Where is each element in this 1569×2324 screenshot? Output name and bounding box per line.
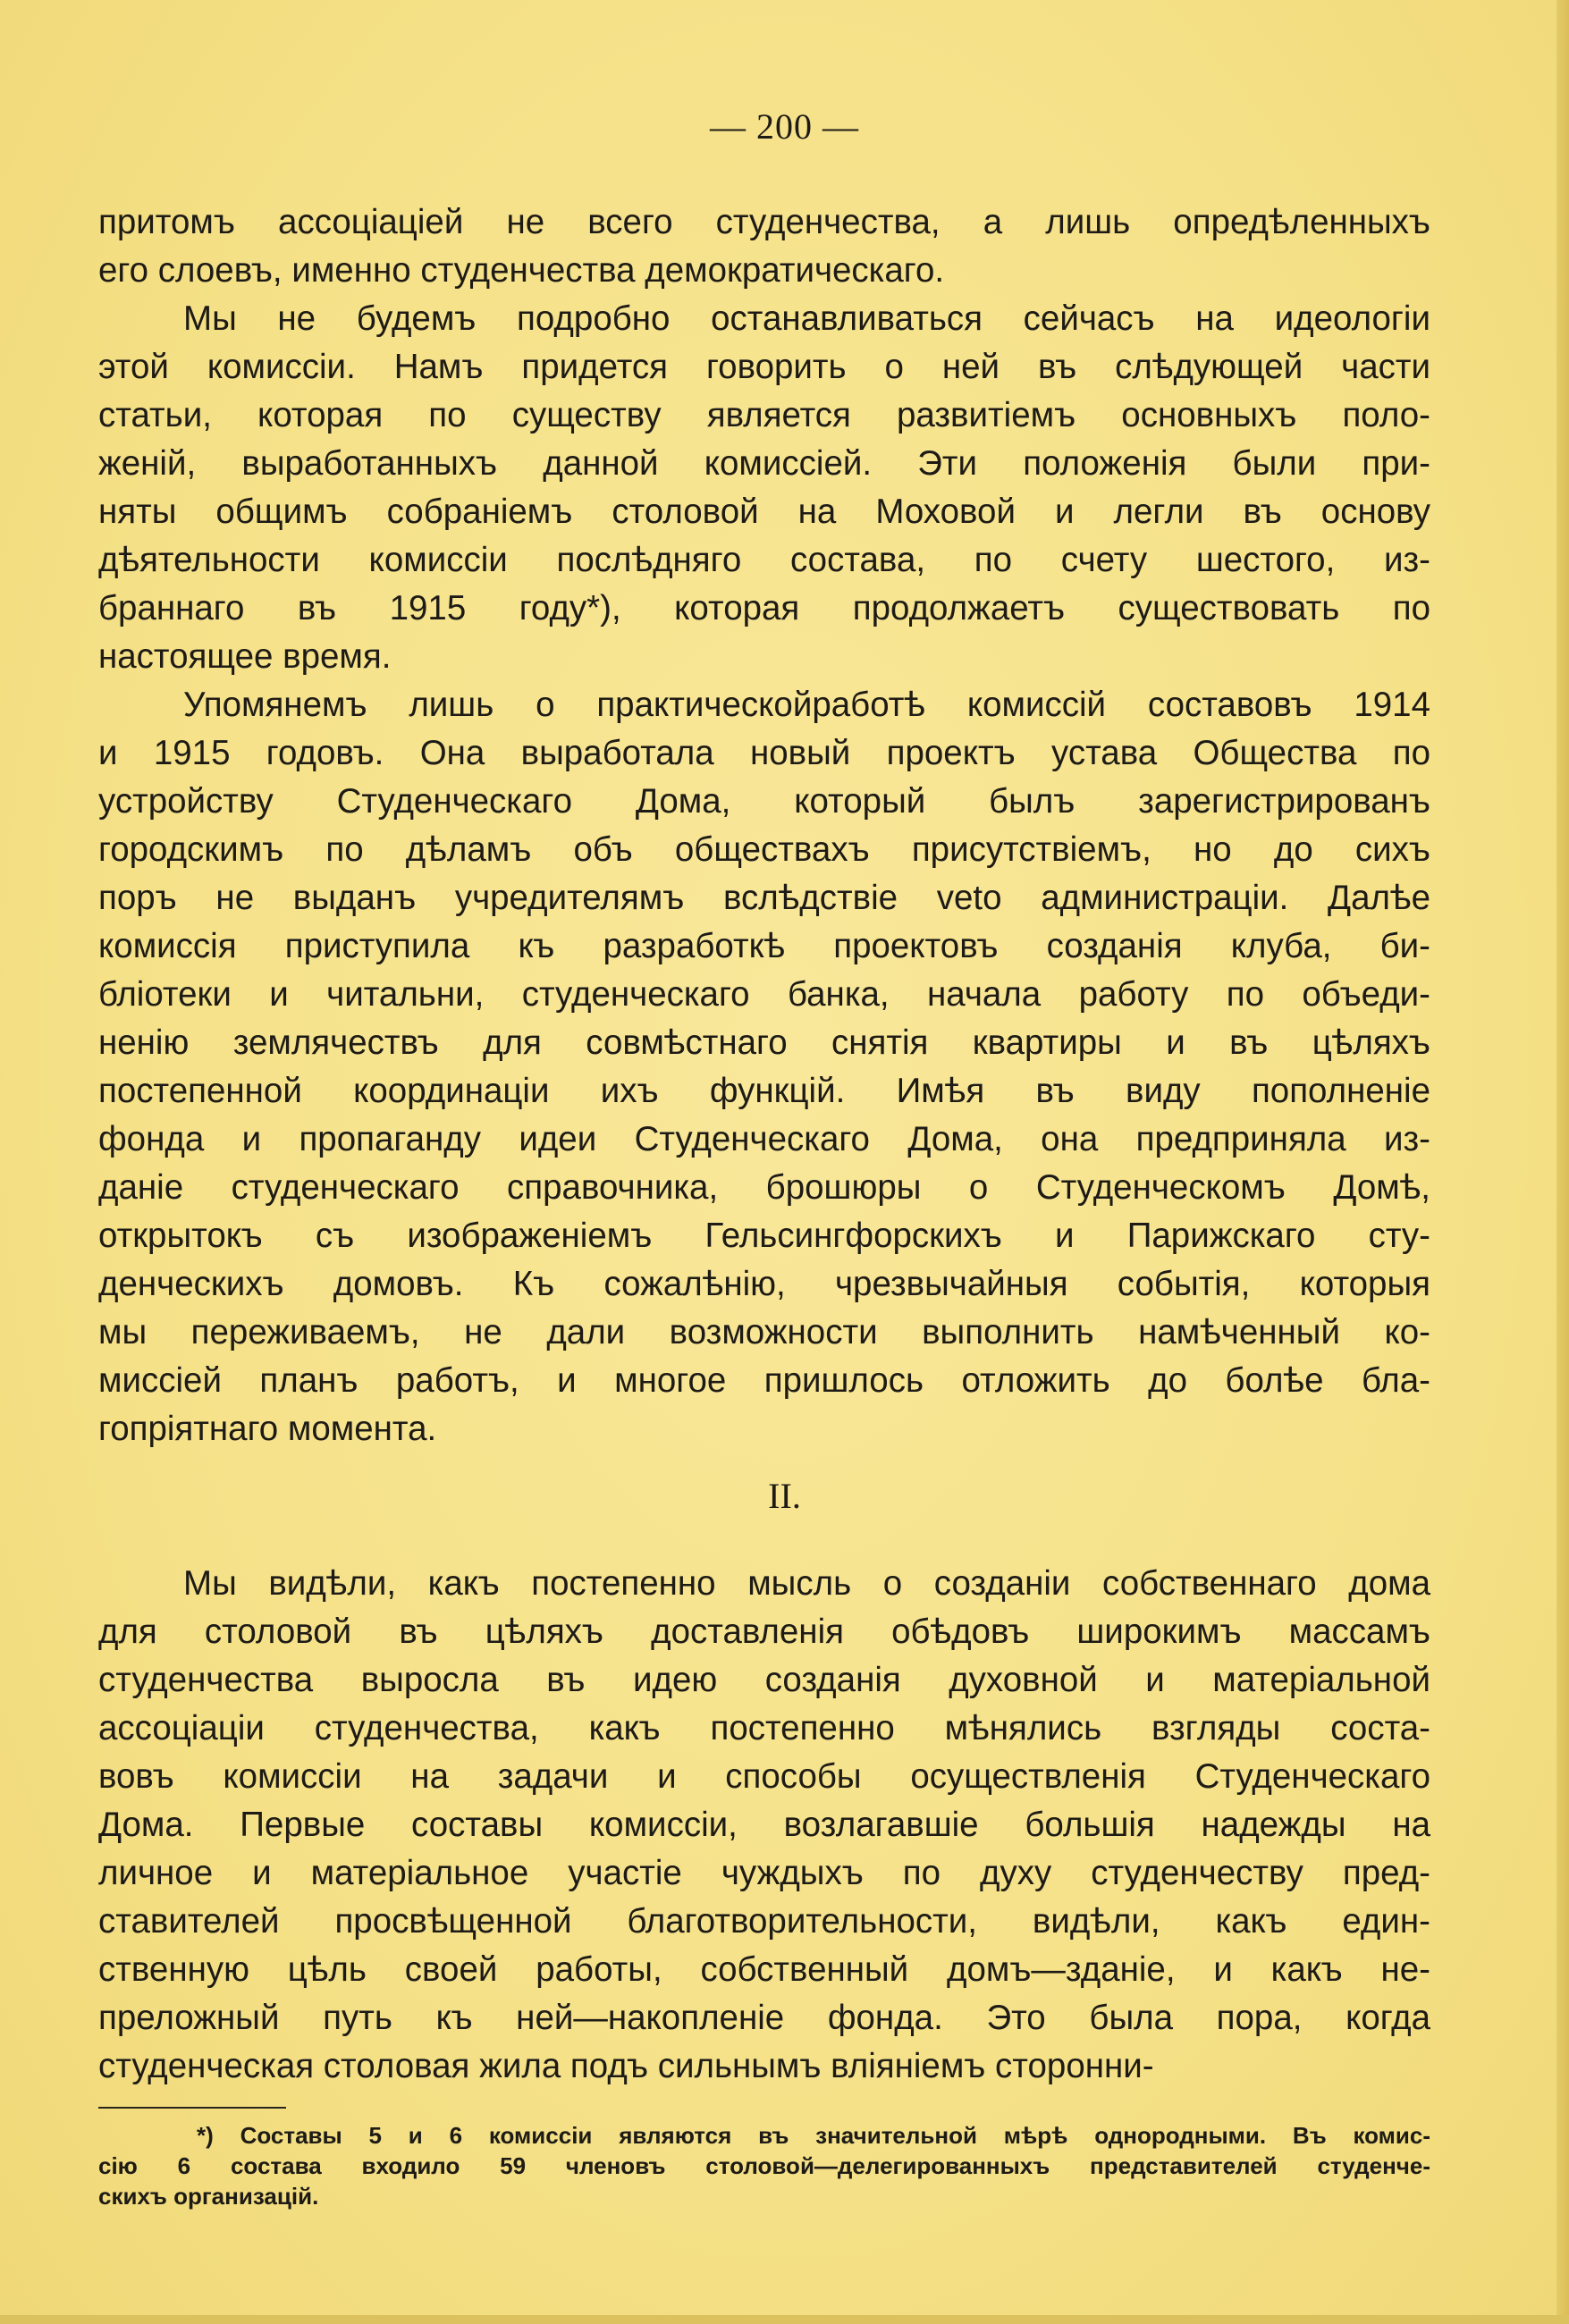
footnote-line: скихъ организацій. — [98, 2183, 319, 2210]
text-line: этой комиссіи. Намъ придется говорить о ней въ слѣдующей части — [98, 348, 1430, 386]
text-line: преложный путь къ ней—накопленіе фонда. Это была пора, когда — [98, 1999, 1430, 2037]
text-line: вовъ комиссіи на задачи и способы осуществленія Студенческаго — [98, 1757, 1430, 1796]
text-line: Мы не будемъ подробно останавливаться сейчасъ на идеологіи — [183, 299, 1430, 338]
text-line: комиссія приступила къ разработкѣ проектовъ созданія клуба, би- — [98, 927, 1430, 965]
text-line: мы переживаемъ, не дали возможности выполнить намѣченный ко- — [98, 1313, 1430, 1351]
footnote-rule — [98, 2107, 286, 2109]
text-line: постепенной координаціи ихъ функцій. Имѣя въ виду пополненіе — [98, 1072, 1430, 1110]
text-line: ассоціаціи студенчества, какъ постепенно мѣнялись взгляды соста- — [98, 1709, 1430, 1747]
text-line: женій, выработанныхъ данной комиссіей. Эти положенія были при- — [98, 444, 1430, 483]
text-line: притомъ ассоціаціей не всего студенчества, а лишь опредѣленныхъ — [98, 203, 1430, 241]
text-line: Мы видѣли, какъ постепенно мысль о созданіи собственнаго дома — [183, 1564, 1430, 1603]
paragraph — [98, 681, 1430, 1453]
page-edge — [1556, 0, 1569, 2324]
text-line: ставителей просвѣщенной благотворительности, видѣли, какъ един- — [98, 1902, 1430, 1941]
text-line: миссіей планъ работъ, и многое пришлось отложить до болѣе бла- — [98, 1361, 1430, 1400]
text-line: городскимъ по дѣламъ объ обществахъ присутствіемъ, но до сихъ — [98, 830, 1430, 869]
text-line: ственную цѣль своей работы, собственный домъ—зданіе, и какъ не- — [98, 1950, 1430, 1989]
text-line: и 1915 годовъ. Она выработала новый проектъ устава Общества по — [98, 734, 1430, 772]
footnote-line: сію 6 состава входило 59 членовъ столовой—делегированныхъ представителей студенче- — [98, 2152, 1430, 2179]
text-line: фонда и пропаганду идеи Студенческаго Дома, она предприняла из- — [98, 1120, 1430, 1158]
body-text-top — [98, 198, 1430, 1453]
section-heading: II. — [768, 1476, 801, 1516]
text-line: Дома. Первые составы комиссіи, возлагавшіе большія надежды на — [98, 1806, 1430, 1844]
text-line: студенчества выросла въ идею созданія духовной и матеріальной — [98, 1661, 1430, 1699]
paragraph — [98, 1560, 1430, 2091]
page-bottom-edge — [0, 2315, 1569, 2324]
text-line: его слоевъ, именно студенчества демократическаго. — [98, 251, 945, 290]
paragraph — [98, 198, 1430, 295]
body-text-bottom — [98, 1560, 1430, 2091]
text-line: статьи, которая по существу является развитіемъ основныхъ поло- — [98, 396, 1430, 434]
text-line: денческихъ домовъ. Къ сожалѣнію, чрезвычайныя событія, которыя — [98, 1265, 1430, 1303]
footnote — [98, 2120, 1430, 2211]
text-line: гопріятнаго момента. — [98, 1410, 437, 1448]
text-line: даніе студенческаго справочника, брошюры о Студенческомъ Домѣ, — [98, 1168, 1430, 1207]
paragraph — [98, 295, 1430, 681]
text-line: бліотеки и читальни, студенческаго банка, начала работу по объеди- — [98, 975, 1430, 1014]
text-line: дѣятельности комиссіи послѣдняго состава, по счету шестого, из- — [98, 541, 1430, 579]
text-line: Упомянемъ лишь о практическойработѣ комиссій составовъ 1914 — [183, 686, 1430, 724]
text-line: студенческая столовая жила подъ сильнымъ вліяніемъ сторонни- — [98, 2047, 1154, 2085]
footnote-line: *) Составы 5 и 6 комиссіи являются въ значительной мѣрѣ однородными. Въ комис- — [197, 2122, 1430, 2149]
text-line: ненію землячествъ для совмѣстнаго снятія квартиры и въ цѣляхъ — [98, 1023, 1430, 1062]
text-line: личное и матеріальное участіе чуждыхъ по духу студенчеству пред- — [98, 1854, 1430, 1892]
page-number: — 200 — — [710, 106, 859, 147]
text-line: настоящее время. — [98, 637, 392, 676]
text-line: поръ не выданъ учредителямъ вслѣдствіе veto администраціи. Далѣе — [98, 879, 1430, 917]
text-line: няты общимъ собраніемъ столовой на Моховой и легли въ основу — [98, 493, 1430, 531]
text-line: браннаго въ 1915 году*), которая продолжаетъ существовать по — [98, 589, 1430, 627]
text-line: открытокъ съ изображеніемъ Гельсингфорскихъ и Парижскаго сту- — [98, 1217, 1430, 1255]
text-line: для столовой въ цѣляхъ доставленія обѣдовъ широкимъ массамъ — [98, 1612, 1430, 1651]
text-line: устройству Студенческаго Дома, который былъ зарегистрированъ — [98, 782, 1430, 821]
